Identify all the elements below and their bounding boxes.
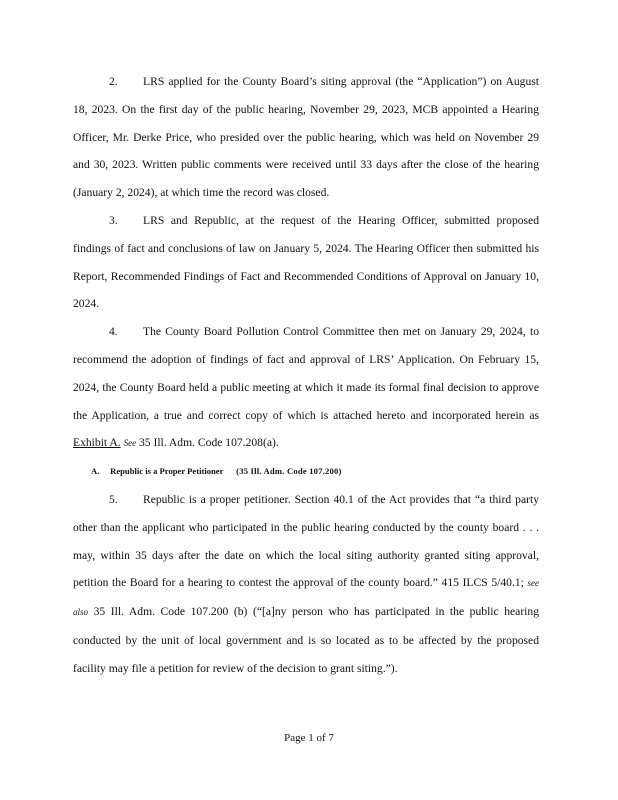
paragraph-4 — [73, 318, 539, 458]
paragraph-text: Republic is a proper petitioner. Section 40.1 of the Act provides that “a third party other than the applicant who participated in the public hearing conducted by the county board . . . may, within 35 days after the date on which the local siting authority granted siting approval, petition the Board for a hearing to contest the approval of the county board.” 415 ILCS 5/40.1; — [73, 492, 539, 590]
paragraph-number: 2. — [109, 75, 118, 88]
paragraph-text: The County Board Pollution Control Committee then met on January 29, 2024, to recommend the adoption of findings of fact and approval of LRS’ Application. On February 15, 2024, the County Board held a public meeting at which it made its formal final decision to approve the Application, a true and correct copy of which is attached hereto and incorporated herein as — [73, 325, 539, 422]
citation: 35 Ill. Adm. Code 107.208(a). — [138, 436, 279, 450]
section-heading — [73, 458, 539, 486]
paragraph-3 — [73, 207, 539, 318]
heading-citation: (35 Ill. Adm. Code 107.200) — [236, 466, 342, 477]
paragraph-number: 4. — [109, 325, 118, 339]
see-also-signal: see also — [73, 578, 539, 618]
paragraph-text: LRS and Republic, at the request of the Hearing Officer, submitted proposed findings of fact and conclusions of law on January 5, 2024. The Hearing Officer then submitted his Report, Recommended Findings of Fact and Recommended Conditions of Approval on January 10, 2024. — [73, 213, 539, 311]
paragraph-5 — [73, 486, 539, 683]
paragraph-number: 3. — [109, 213, 118, 227]
exhibit-reference: Exhibit A. — [73, 436, 121, 450]
heading-title: Republic is a Proper Petitioner — [110, 466, 224, 477]
paragraph-text: LRS applied for the County Board’s siting approval (the “Application”) on August 18, 2023. On the first day of the public hearing, November 29, 2023, MCB appointed a Hearing Officer, Mr. Derke Price, who presided over the public hearing, which was held on November 29 and 30, 2023. Written public comments were received until 33 days after the close of the hearing (January 2, 2024), at which time the record was closed. — [73, 75, 539, 200]
heading-letter: A. — [91, 466, 100, 477]
paragraph-number: 5. — [109, 492, 118, 506]
paragraph-2 — [73, 68, 539, 207]
see-signal: See — [123, 438, 137, 449]
document-body — [73, 68, 539, 683]
page-footer: Page 1 of 7 — [284, 732, 334, 744]
paragraph-text-continued: 35 Ill. Adm. Code 107.200 (b) (“[a]ny person who has participated in the public hearing conducted by the unit of local government and is so located as to be affected by the proposed facility may file a petition for review of the decision to grant siting.”). — [73, 605, 539, 675]
